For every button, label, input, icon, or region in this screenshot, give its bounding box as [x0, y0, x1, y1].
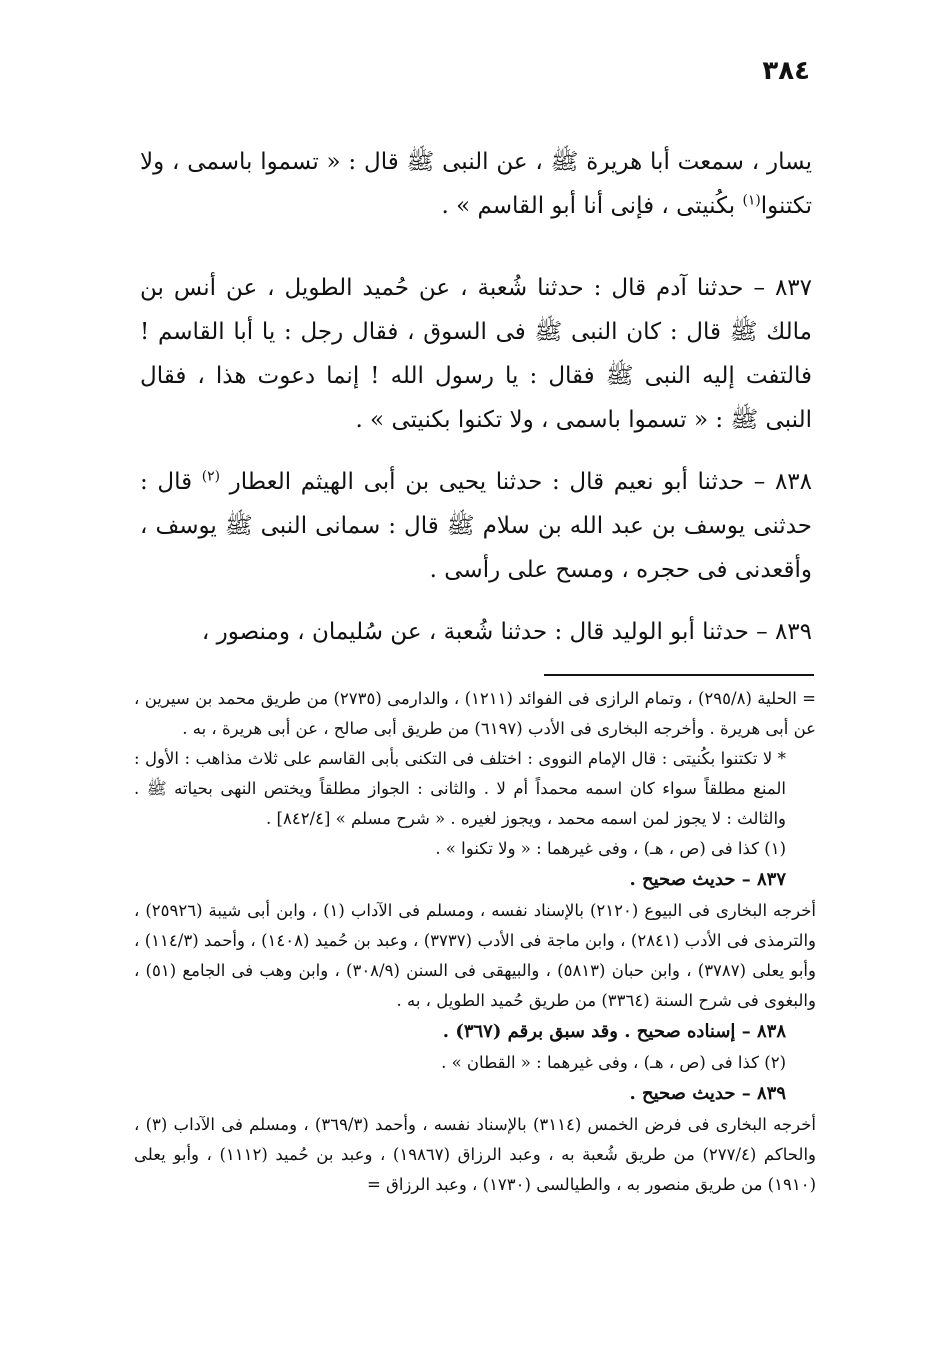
- note-heading: ٨٣٩ – حديث صحيح .: [629, 1083, 786, 1104]
- footnotes: [134, 684, 816, 1200]
- footnote-mark: (١): [742, 192, 761, 209]
- note-heading: ٨٣٧ – حديث صحيح .: [629, 869, 786, 890]
- main-paragraph: [140, 140, 812, 228]
- hadith-839: ٨٣٩ – حدثنا أبو الوليد قال : حدثنا شُعبة ، عن سُليمان ، ومنصور ،: [201, 619, 812, 645]
- note-paragraph: أخرجه البخارى فى فرض الخمس (٣١١٤) بالإسناد نفسه ، وأحمد (٣٦٩/٣) ، ومسلم فى الآداب (٣) ، والحاكم (٢٧٧/٤) من طريق شُعبة به ، وعبد الرزاق (١٩٨٦٧) ، وعبد بن حُميد (١١١٢) ، وأبو يعلى (١٩١٠) من طريق منصور به ، والطيالسى (١٧٣٠) ، وعبد الرزاق =: [134, 1115, 817, 1194]
- page-number: ٣٨٤: [762, 56, 810, 86]
- note-paragraph: أخرجه البخارى فى البيوع (٢١٢٠) بالإسناد نفسه ، ومسلم فى الآداب (١) ، وابن أبى شيبة (٢٥٩٢٦) ، والترمذى فى الأدب (٢٨٤١) ، وابن ماجة فى الأدب (٣٧٣٧) ، وعبد بن حُميد (١٤٠٨) ، وأحمد (١١٤/٣) ، وأبو يعلى (٣٧٨٧) ، وابن حبان (٥٨١٣) ، والبيهقى فى السنن (٣٠٨/٩) ، وابن وهب فى الجامع (٥١) ، والبغوى فى شرح السنة (٣٣٦٤) من طريق حُميد الطويل ، به .: [134, 901, 816, 1010]
- main-text: [140, 140, 812, 654]
- note-paragraph: (٢) كذا فى (ص ، هـ) ، وفى غيرهما : « القطان » .: [441, 1053, 786, 1072]
- footnote-separator: [544, 674, 814, 676]
- main-line: قال : حدثنى يوسف بن عبد الله بن سلام ﷺ قال : سمانى النبى ﷺ يوسف ، وأقعدنى فى حجره ، ومسح على رأسى .: [140, 469, 812, 583]
- main-line: ٨٣٨ – حدثنا أبو نعيم قال : حدثنا يحيى بن أبى الهيثم العطار: [229, 469, 812, 495]
- hadith-837: ٨٣٧ – حدثنا آدم قال : حدثنا شُعبة ، عن حُميد الطويل ، عن أنس بن مالك ﷺ قال : كان النبى ﷺ فى السوق ، فقال رجل : يا أبا القاسم ! فالتفت إليه النبى ﷺ فقال : يا رسول الله ! إنما دعوت هذا ، فقال النبى ﷺ : « تسموا باسمى ، ولا تكنوا بكنيتى » .: [140, 275, 812, 433]
- main-line: بكُنيتى ، فإنى أنا أبو القاسم » .: [441, 193, 736, 219]
- footnote-mark: (٢): [201, 468, 220, 485]
- note-paragraph: * لا تكتنوا بكُنيتى : قال الإمام النووى : اختلف فى التكنى بأبى القاسم على ثلاث مذاهب : الأول : المنع مطلقاً سواء كان اسمه محمداً أم لا . والثانى : الجواز مطلقاً ويختص النهى بحياته ﷺ . والثالث : لا يجوز لمن اسمه محمد ، ويجوز لغيره . « شرح مسلم » [٨٤٢/٤] .: [134, 749, 786, 828]
- note-paragraph: = الحلية (٢٩٥/٨) ، وتمام الرازى فى الفوائد (١٢١١) ، والدارمى (٢٧٣٥) من طريق محمد بن سيرين ، عن أبى هريرة . وأخرجه البخارى فى الأدب (٦١٩٧) من طريق أبى صالح ، عن أبى هريرة ، به .: [134, 689, 816, 738]
- main-line: يسار ، سمعت أبا هريرة ﷺ ، عن النبى ﷺ قال : « تسموا باسمى ، ولا تكتنوا: [140, 149, 812, 219]
- note-paragraph: (١) كذا فى (ص ، هـ) ، وفى غيرهما : « ولا تكنوا » .: [435, 839, 786, 858]
- note-heading: ٨٣٨ – إسناده صحيح . وقد سبق برقم (٣٦٧) .: [442, 1021, 786, 1042]
- hadith-838: [140, 460, 812, 592]
